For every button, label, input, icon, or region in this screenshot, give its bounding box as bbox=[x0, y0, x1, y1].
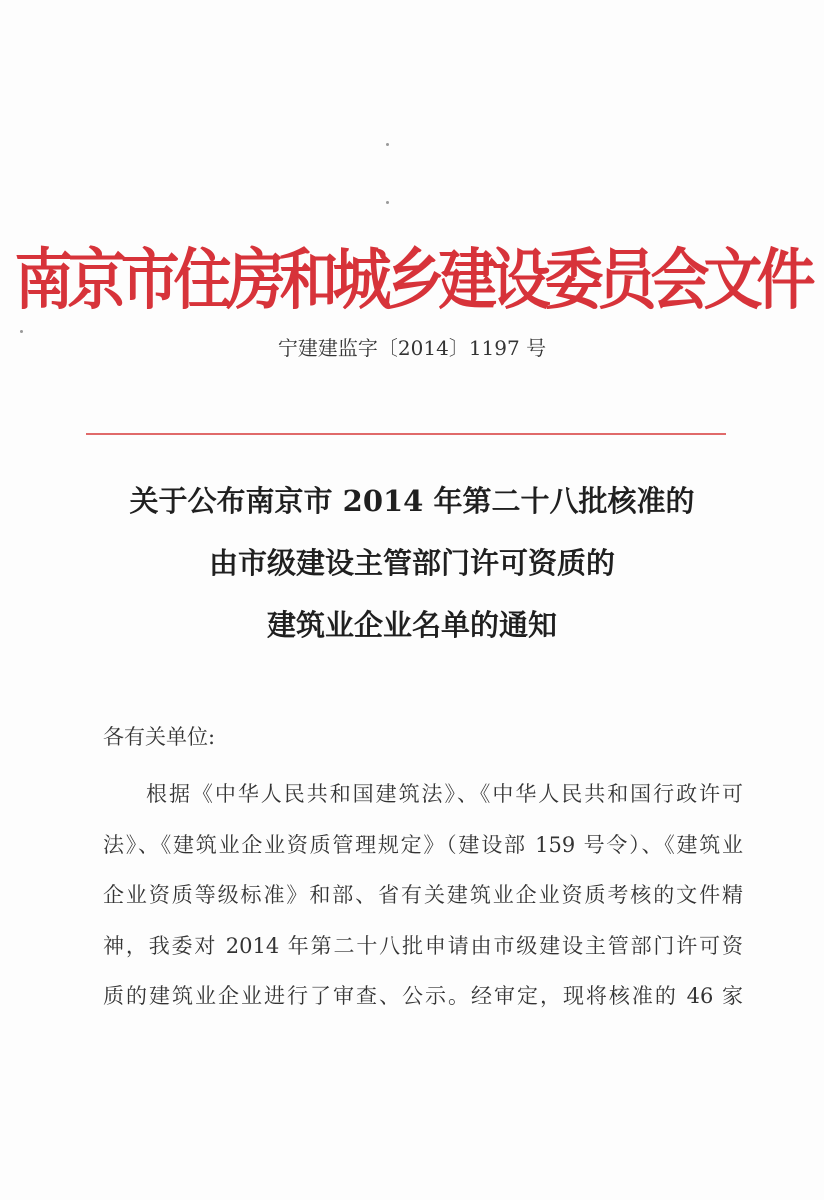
body-line: 根据《中华人民共和国建筑法》、《中华人民共和国行政许可 bbox=[146, 782, 743, 806]
scan-speck bbox=[386, 143, 389, 146]
notice-title bbox=[0, 476, 824, 662]
red-divider-line bbox=[86, 433, 726, 435]
masthead-title: 南京市住房和城乡建设委员会文件 bbox=[14, 240, 810, 319]
title-line: 由市级建设主管部门许可资质的 bbox=[208, 546, 615, 580]
title-line: 建筑业企业名单的通知 bbox=[266, 608, 557, 642]
body-line: 法》、《建筑业企业资质管理规定》（建设部 159 号令）、《建筑业 bbox=[103, 832, 743, 857]
body-line: 质的建筑业企业进行了审查、公示。经审定，现将核准的 46 家 bbox=[103, 984, 743, 1008]
salutation: 各有关单位: bbox=[103, 725, 216, 749]
title-line: 关于公布南京市 2014 年第二十八批核准的 bbox=[129, 484, 695, 518]
body-line: 神，我委对 2014 年第二十八批申请由市级建设主管部门许可资 bbox=[103, 933, 743, 958]
body-paragraph bbox=[103, 769, 743, 1022]
document-number: 宁建建监字〔2014〕1197 号 bbox=[277, 336, 547, 360]
body-line: 企业资质等级标准》和部、省有关建筑业企业资质考核的文件精 bbox=[103, 883, 743, 907]
scan-speck bbox=[386, 201, 389, 204]
